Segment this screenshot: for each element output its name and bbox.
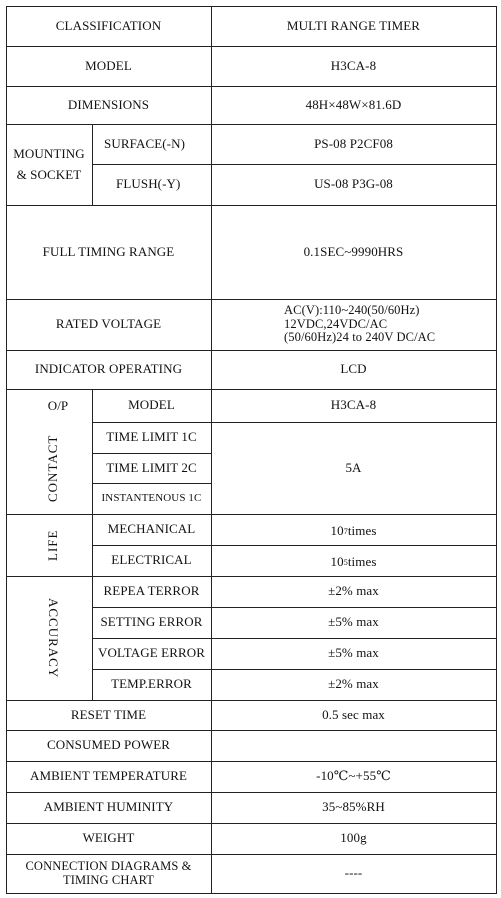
weight-label: WEIGHT (82, 830, 135, 846)
full-timing-range-label: FULL TIMING RANGE (42, 243, 175, 259)
rated-voltage-line3: (50/60Hz)24 to 240V DC/AC (284, 330, 436, 345)
rated-voltage-line1: AC(V):110~240(50/60Hz) (284, 302, 420, 317)
dimensions-value: 48H×48W×81.6D (305, 96, 402, 112)
surface-value: PS-08 P2CF08 (314, 135, 393, 151)
setting-error-value: ±5% max (328, 614, 379, 630)
model-value: H3CA-8 (330, 57, 377, 73)
classification-label: CLASSIFICATION (55, 17, 162, 33)
repeat-error-label: REPEA TERROR (103, 583, 200, 599)
mounting-label-line2: & SOCKET (16, 166, 82, 182)
mechanical-value-base: 10 (330, 523, 344, 539)
full-timing-range-value: 0.1SEC~9990HRS (303, 243, 404, 259)
repeat-error-value: ±2% max (328, 583, 379, 599)
mounting-socket-label (6, 124, 92, 205)
voltage-error-value: ±5% max (328, 645, 379, 661)
ambient-temperature-value: -10℃~+55℃ (316, 768, 391, 784)
accuracy-group-label: ACCURACY (46, 597, 61, 679)
time-limit-2c-label: TIME LIMIT 2C (106, 459, 197, 475)
contact-model-value: H3CA-8 (330, 397, 377, 413)
rated-voltage-line2: 12VDC,24VDC/AC (284, 316, 388, 331)
life-group-label: LIFE (45, 529, 60, 561)
group-column-divider (92, 124, 93, 205)
contact-rating-value: 5A (345, 459, 362, 475)
mechanical-value: 10 7 times (330, 523, 377, 539)
consumed-power-label: CONSUMED POWER (46, 737, 171, 753)
consumed-power-value (211, 730, 496, 761)
table-bottom-border (6, 893, 496, 894)
surface-label: SURFACE(-N) (104, 135, 186, 151)
temp-error-label: TEMP.ERROR (111, 676, 192, 692)
contact-group-label: CONTACT (45, 434, 60, 502)
electrical-value-base: 10 (330, 554, 344, 570)
connection-label-line1: CONNECTION DIAGRAMS & (25, 859, 192, 874)
mechanical-label: MECHANICAL (107, 521, 196, 537)
mounting-label-line1: MOUNTING (13, 146, 85, 162)
ambient-humidity-label: AMBIENT HUMINITY (43, 799, 174, 815)
electrical-label: ELECTRICAL (111, 552, 192, 568)
row-divider (6, 514, 496, 515)
reset-time-label: RESET TIME (70, 706, 147, 722)
rated-voltage-value (284, 299, 496, 350)
instantaneous-1c-label: INSTANTENOUS 1C (101, 492, 202, 505)
flush-value: US-08 P3G-08 (314, 176, 393, 192)
connection-label-line2: TIMING CHART (62, 872, 155, 887)
ambient-temperature-label: AMBIENT TEMPERATURE (29, 768, 188, 784)
time-limit-1c-label: TIME LIMIT 1C (106, 429, 197, 445)
classification-value: MULTI RANGE TIMER (286, 17, 421, 33)
setting-error-label: SETTING ERROR (100, 614, 203, 630)
op-label: O/P (47, 397, 69, 413)
voltage-error-label: VOLTAGE ERROR (97, 645, 206, 661)
connection-diagrams-value: ---- (344, 865, 363, 881)
contact-model-label: MODEL (128, 397, 175, 413)
electrical-value-unit: times (347, 554, 377, 570)
table-right-border (496, 6, 497, 894)
electrical-value: 10 5 times (330, 554, 377, 570)
connection-diagrams-label (6, 854, 211, 893)
mechanical-value-unit: times (347, 523, 377, 539)
model-label: MODEL (85, 57, 132, 73)
rated-voltage-label: RATED VOLTAGE (55, 316, 162, 332)
indicator-operating-label: INDICATOR OPERATING (34, 361, 183, 377)
temp-error-value: ±2% max (328, 676, 379, 692)
flush-label: FLUSH(-Y) (116, 176, 181, 192)
indicator-operating-value: LCD (340, 361, 367, 377)
dimensions-label: DIMENSIONS (67, 96, 150, 112)
ambient-humidity-value: 35~85%RH (322, 799, 385, 815)
weight-value: 100g (340, 830, 367, 846)
reset-time-value: 0.5 sec max (322, 706, 385, 722)
